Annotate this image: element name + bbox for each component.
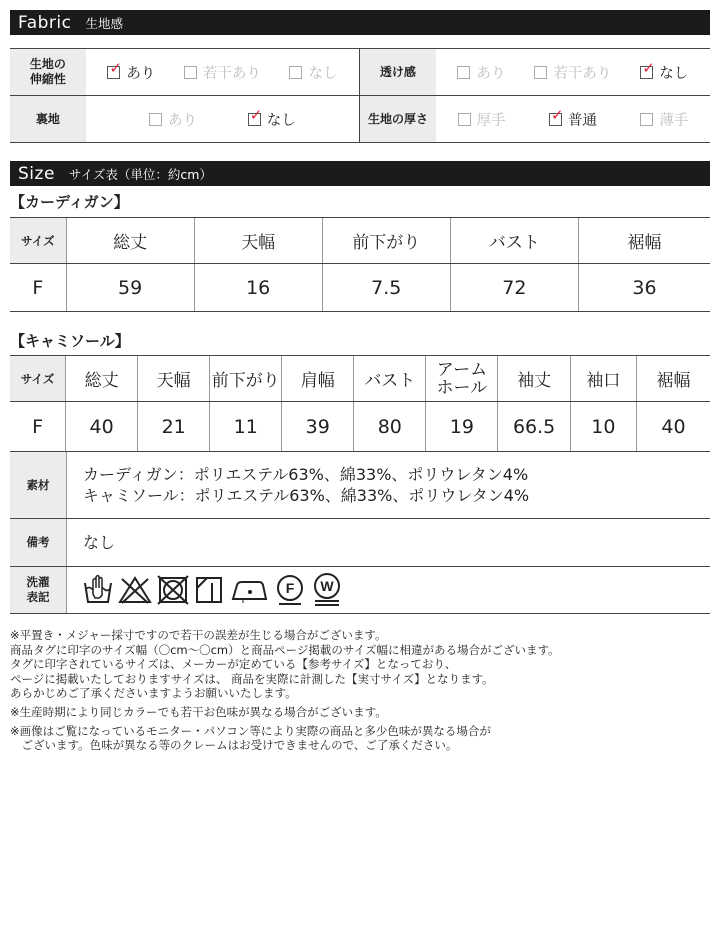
care-row [10,567,710,614]
table-cell: 19 [426,402,498,452]
remarks-label: 備考 [10,519,67,566]
fabric-option-label: 若干あり [553,65,612,82]
fabric-label [360,96,436,142]
fabric-option [619,58,710,83]
checked-box-icon [248,105,263,126]
no-bleach-icon [118,575,152,605]
fabric-table [10,48,710,143]
table-cell: 11 [210,402,282,452]
table-header-cell: 天幅 [194,218,322,264]
fabric-label-line: 裏地 [35,111,60,126]
table-header-cell: 裾幅 [578,218,710,264]
note-line: ※生産時期により同じカラーでも若干お色味が異なる場合がございます。 [10,704,387,719]
check-mark-icon: ✓ [550,105,564,124]
size-subtitle: サイズ表（単位：約cm） [68,166,212,182]
note-line: ページに掲載いたしておりますサイズは、 商品を実際に計測した【実寸サイズ】となります。 [10,671,494,686]
fabric-option-label: 厚手 [476,112,506,129]
table-header-cell: 袖丈 [498,356,570,402]
checked-box-icon [107,58,122,79]
table-header-cell: 袖口 [570,356,636,402]
fabric-option [436,109,527,130]
empty-box-icon [457,66,470,79]
table-cell: 39 [282,402,354,452]
material-line: カーディガン：ポリエステル63%、綿33%、ポリウレタン4% [83,465,529,484]
wet-clean-w-icon [311,573,343,607]
fabric-label-line: 生地の厚さ [367,111,428,126]
table-cell: 16 [194,264,322,312]
table-cell: 40 [636,402,710,452]
wet-clean-letter: W [320,578,334,594]
fabric-option [436,62,527,83]
fabric-label [10,96,86,142]
fabric-option-label: なし [659,65,689,82]
size-title: Size [18,163,55,184]
checked-box-icon [549,105,564,126]
table-cell: 10 [570,402,636,452]
remarks-value: なし [83,533,116,552]
table-header-cell: サイズ [10,356,66,402]
cardigan-heading: 【カーディガン】 [10,193,129,211]
checked-box-icon [640,58,655,79]
check-mark-icon: ✓ [249,105,263,124]
note-line: ※画像はご覧になっているモニター・パソコン等により実際の商品と多少色味が異なる場合が [10,723,491,738]
line-dry-shade-icon [194,575,224,605]
table-cell: 72 [450,264,578,312]
fabric-option-label: あり [168,112,198,129]
empty-box-icon [640,113,653,126]
fabric-label-line: 透け感 [379,64,416,79]
fabric-option [86,58,177,83]
note-line: タグに印字されているサイズは、メーカーが定めている【参考サイズ】となっており、 [10,657,457,672]
table-row [10,402,710,452]
empty-box-icon [149,113,162,126]
table-header-cell: アーム ホール [426,356,498,402]
dry-clean-letter: F [285,580,295,596]
table-cell: F [10,264,66,312]
empty-box-icon [534,66,547,79]
fabric-option [177,62,268,83]
fabric-options [86,49,359,95]
fabric-option-label: あり [126,65,156,82]
care-icons [67,567,710,613]
table-header-cell: 裾幅 [636,356,710,402]
care-label [10,567,67,613]
table-header-row [10,218,710,264]
material-row [10,452,710,519]
note-line: あらかじめご了承くださいますようお願いいたします。 [10,686,297,701]
check-mark-icon: ✓ [642,58,655,77]
fabric-option [124,109,223,130]
size-header-bar [10,161,710,186]
extra-info [10,452,710,614]
table-cell: 36 [578,264,710,312]
table-cell: 21 [138,402,210,452]
fabric-option [527,105,618,130]
material-label: 素材 [10,452,67,518]
fabric-option [527,62,618,83]
dry-clean-f-icon [274,574,306,606]
fabric-row [10,49,710,95]
fabric-options [86,96,359,142]
fabric-label [360,49,436,95]
table-cell: 7.5 [322,264,450,312]
fabric-label [10,49,86,95]
fabric-option [268,62,359,83]
empty-box-icon [458,113,471,126]
table-cell: 40 [66,402,138,452]
table-cell: 59 [66,264,194,312]
table-header-cell: 肩幅 [282,356,354,402]
empty-box-icon [289,66,302,79]
fabric-option-label: 薄手 [659,112,689,129]
fabric-option-label: なし [308,65,338,82]
note-line: ※平置き・メジャー採寸ですので若干の誤差が生じる場合がございます。 [10,628,387,642]
fabric-subtitle: 生地感 [85,15,124,31]
fabric-label-line: 生地の [29,57,66,71]
table-header-cell: バスト [354,356,426,402]
fabric-option-label: なし [266,112,296,129]
fabric-option-label: 普通 [567,112,597,129]
note-line: 商品タグに印字のサイズ幅（〇cm～〇cm）と商品ページ掲載のサイズ幅に相違がある場合がございます。 [10,642,560,657]
care-label-line: 表記 [26,590,50,604]
fabric-option [222,105,321,130]
notes [10,628,715,753]
remarks-row [10,519,710,567]
table-header-cell: 総丈 [66,356,138,402]
fabric-option-label: 若干あり [202,65,261,82]
table-header-cell: 総丈 [66,218,194,264]
empty-box-icon [184,66,197,79]
table-header-cell: 前下がり [210,356,282,402]
note-line: ございます。色味が異なる等のクレームはお受けできませんので、ご了承ください。 [10,738,458,753]
camisole-heading: 【キャミソール】 [10,332,130,350]
table-header-cell: 天幅 [138,356,210,402]
table-header-row [10,356,710,402]
table-header-cell: 前下がり [322,218,450,264]
check-mark-icon: ✓ [109,58,122,77]
table-cell: F [10,402,66,452]
table-header-cell: サイズ [10,218,66,264]
hand-wash-icon [83,574,113,606]
iron-low-icon [229,575,269,605]
material-value [67,452,710,518]
fabric-options [436,96,710,142]
cardigan-size-table [10,217,710,312]
fabric-row [10,95,710,142]
table-cell: 66.5 [498,402,570,452]
fabric-option [619,109,710,130]
fabric-options [436,49,710,95]
fabric-title: Fabric [18,12,72,33]
camisole-size-table [10,355,710,452]
table-header-cell: バスト [450,218,578,264]
fabric-option-label: あり [476,65,506,82]
material-line: キャミソール：ポリエステル63%、綿33%、ポリウレタン4% [83,486,530,505]
care-label-line: 洗濯 [26,575,50,589]
table-row [10,264,710,312]
table-cell: 80 [354,402,426,452]
no-tumble-dry-icon [157,575,189,605]
fabric-label-line: 伸縮性 [29,72,66,86]
fabric-header-bar [10,10,710,35]
